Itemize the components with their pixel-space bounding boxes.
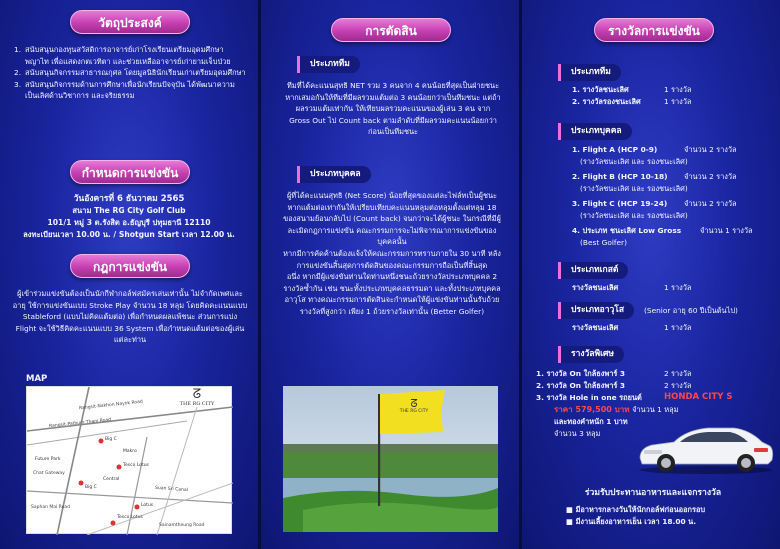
prize-row: 1. รางวัล On ใกล้ธงพาร์ 3 2 รางวัล — [536, 369, 692, 378]
map-place-label: Future Park — [35, 457, 61, 462]
map-road-label: Saphan Mai Road — [31, 505, 70, 510]
closing-list — [566, 504, 776, 527]
rules-title: กฎการแข่งขัน — [70, 254, 190, 278]
schedule-address: 101/1 หมู่ 3 ต.รังสิต อ.ธัญบุรี ปทุมธานี 12110 — [47, 218, 211, 227]
schedule-time: ลงทะเบียนเวลา 10.00 น. / Shotgun Start เวลา 12.00 น. — [23, 230, 235, 239]
map-place-label: Big C — [85, 485, 97, 490]
map-logo-icon: ᘔ THE RG CITY — [179, 387, 215, 407]
prize-row: 2. รางวัล On ใกล้ธงพาร์ 3 2 รางวัล — [536, 381, 692, 390]
objective-item: 1. สนับสนุนกองทุนสวัสดิการอาจารย์เก่าโรงเรียนเตรียมอุดมศึกษา พญาไท เพื่อแสดงกตเวทิตา และช่วยเหลืออาจารย์เก่ายามเจ็บป่วย — [14, 45, 231, 66]
prize-hio-row: 3. รางวัล Hole in one รถยนต์ HONDA CITY S — [536, 392, 733, 402]
location-map — [26, 386, 232, 534]
map-road-label: Chat Gateway — [33, 471, 65, 476]
judging-paragraph: ผู้ที่ได้คะแนนสุทธิ (Net Score) น้อยที่สุดของแต่ละไฟล์ทเป็นผู้ชนะ หากแต้มต่อเท่ากันให้เปรียบเทียบคะแนนหลุมต่อหลุมตั้งแต่หลุม 18 ของสนามย้อนกลับไป (Count back) จนกว่าจะได้ผู้ชนะ ในกรณีที่มีผู้ละเมิดกฎการแข่งขัน คณะกรรมการจะไม่พิจารณาการแข่งขันของบุคคลนั้น — [283, 191, 501, 247]
prize-hio-price: ราคา 579,500 บาท จำนวน 1 หลุม — [554, 405, 679, 414]
prize-individual-tag: ประเภทบุคคล — [558, 123, 632, 140]
map-road-label: Suan Sri Canal — [154, 485, 189, 494]
schedule-venue: สนาม The RG City Golf Club — [72, 206, 186, 215]
schedule-date: วันอังคารที่ 6 ธันวาคม 2565 — [73, 194, 185, 204]
bullet-icon: ■ — [566, 516, 576, 526]
prize-senior-note: (Senior อายุ 60 ปีเป็นต้นไป) — [644, 306, 738, 315]
prize-gold: และทองคำหนัก 1 บาท — [554, 417, 628, 426]
map-road-label: Rangsit-Pathum Thani Road — [48, 417, 112, 430]
map-place-label: Makro — [123, 449, 137, 454]
rules-text: ผู้เข้าร่วมแข่งขันต้องเป็นนักกีฬากอล์ฟสมัครเล่นเท่านั้น ไม่จำกัดเพศและอายุ ใช้การแข่งขันแบบ Stroke Play จำนวน 18 หลุม โดยคิดคะแนนแบบ Stableford (แบบไม่คิดแต้มต่อ) เพื่อกำหนดผลแพ้ชนะ ส่วนการแบ่ง Flight จะใช้วิธีคิดคะแนนแบบ 36 System เพื่อกำหนดแต้มต่อของผู้เล่นแต่ละท่าน — [12, 289, 248, 345]
objective-item: 2. สนับสนุนกิจกรรมสาธารณกุศล โดยมูลนิธินักเรียนเก่าเตรียมอุดมศึกษา — [14, 68, 246, 78]
objectives-list — [14, 44, 246, 102]
closing-item: ■ มีงานเลี้ยงอาหารเย็น เวลา 18.00 น. — [566, 516, 697, 526]
prize-guest-row: รางวัลชนะเลิศ 1 รางวัล — [572, 283, 692, 292]
judging-title: การตัดสิน — [331, 18, 451, 42]
judging-team-text: ทีมที่ได้คะแนนสุทธิ NET รวม 3 คนจาก 4 คนน้อยที่สุดเป็นฝ่ายชนะ หากเสมอกันให้ทีมที่มีผลรวมแต้มต่อ 3 คนน้อยกว่าเป็นทีมชนะ แต่ถ้าผลรวมแต้มเท่ากัน ให้เทียบผลรวมคะแนนของผู้เล่น 3 คน จาก Gross Out ไป Count back ตามลำดับที่มีผลรวมคะแนนน้อยกว่าก่อนเป็นทีมชนะ — [285, 81, 501, 137]
map-place-label: Tesco Lotus — [123, 463, 149, 468]
map-place-label: Central — [103, 477, 120, 482]
map-place-label: Tesco Lotus — [117, 515, 143, 520]
prize-row: 2. รางวัลรองชนะเลิศ 1 รางวัล — [572, 97, 692, 106]
prize-row: 1. Flight A (HCP 0-9) จำนวน 2 รางวัล — [572, 145, 737, 154]
judging-individual-text — [281, 190, 503, 318]
closing-title: ร่วมรับประทานอาหารและแจกรางวัล — [584, 488, 722, 498]
car-icon — [634, 418, 776, 474]
judging-paragraph: อนึ่ง หากมีผู้แข่งขันท่านใดท่านหนึ่งชนะถ้วยรางวัลประเภทบุคคล 2 รางวัลซ้ำกัน เช่น ชนะทั้งประเภทบุคคลธรรมดา และทั้งประเภทบุคคลอาวุโส ทางคณะกรรมการตัดสินจะกำหนดให้ผู้แข่งขันท่านนั้นรับถ้วยรางวัลที่สูงกว่า เพียง 1 ถ้วยรางวัลเท่านั้น (Better Golfer) — [283, 272, 501, 316]
prize-guest-tag: ประเภทเกสต์ — [558, 262, 628, 279]
schedule-title: กำหนดการแข่งขัน — [70, 160, 190, 184]
map-road-label: Sainamtheung Road — [159, 523, 205, 528]
map-place-label: Big C — [105, 437, 117, 442]
map-place-label: Lotus — [141, 503, 154, 508]
judging-individual-tag: ประเภทบุคคล — [297, 166, 371, 183]
closing-item: ■ มีอาหารกลางวันให้นักกอล์ฟก่อนออกรอบ — [566, 505, 706, 514]
judging-paragraph: หากมีการคัดค้านต้องแจ้งให้คณะกรรมการทราบภายใน 30 นาที หลังการแข่งขันสิ้นสุดการตัดสินของคณะกรรมการถือเป็นที่สิ้นสุด — [283, 248, 501, 270]
prize-row: 1. รางวัลชนะเลิศ 1 รางวัล — [572, 85, 692, 94]
prize-sub: (รางวัลชนะเลิศ และ รองชนะเลิศ) — [580, 184, 688, 193]
prize-sub: (รางวัลชนะเลิศ และ รองชนะเลิศ) — [580, 157, 688, 166]
prize-flight-list — [572, 144, 777, 249]
prize-row: 2. Flight B (HCP 10-18) จำนวน 2 รางวัล — [572, 172, 737, 181]
prize-row: 3. Flight C (HCP 19-24) จำนวน 2 รางวัล — [572, 199, 737, 208]
prize-team-rows — [572, 84, 762, 108]
panel-prizes — [522, 0, 780, 549]
panel-objectives — [0, 0, 258, 549]
prize-row: 4. ประเภท ชนะเลิศ Low Gross จำนวน 1 รางวัล — [572, 226, 753, 235]
prizes-title: รางวัลการแข่งขัน — [594, 18, 714, 42]
map-label: MAP — [26, 374, 48, 384]
prize-gold-count: จำนวน 3 หลุม — [554, 429, 601, 438]
judging-team-tag: ประเภททีม — [297, 56, 360, 73]
prize-sub: (Best Golfer) — [580, 238, 627, 247]
prize-special-tag: รางวัลพิเศษ — [558, 346, 624, 363]
schedule-block — [6, 193, 252, 241]
prize-sub: (รางวัลชนะเลิศ และ รองชนะเลิศ) — [580, 211, 688, 220]
panel-judging — [261, 0, 519, 549]
golf-course-photo — [283, 386, 498, 532]
map-road-label: Rangsit-Nakhon Nayok Road — [78, 399, 144, 412]
objective-item: 3. สนับสนุนกิจกรรมด้านการศึกษาเพื่อนักเรียนปัจจุบัน ได้พัฒนาความเป็นเลิศด้านวิชาการ และจริยธรรม — [14, 79, 235, 101]
flag-logo: ᘔ THE RG CITY — [399, 397, 429, 414]
objectives-title: วัตถุประสงค์ — [70, 10, 190, 34]
golf-flag-icon — [283, 386, 498, 532]
prize-team-tag: ประเภททีม — [558, 64, 621, 81]
prize-senior-tag: ประเภทอาวุโส — [558, 302, 634, 319]
bullet-icon: ■ — [566, 505, 576, 514]
prize-senior-row: รางวัลชนะเลิศ 1 รางวัล — [572, 323, 692, 332]
